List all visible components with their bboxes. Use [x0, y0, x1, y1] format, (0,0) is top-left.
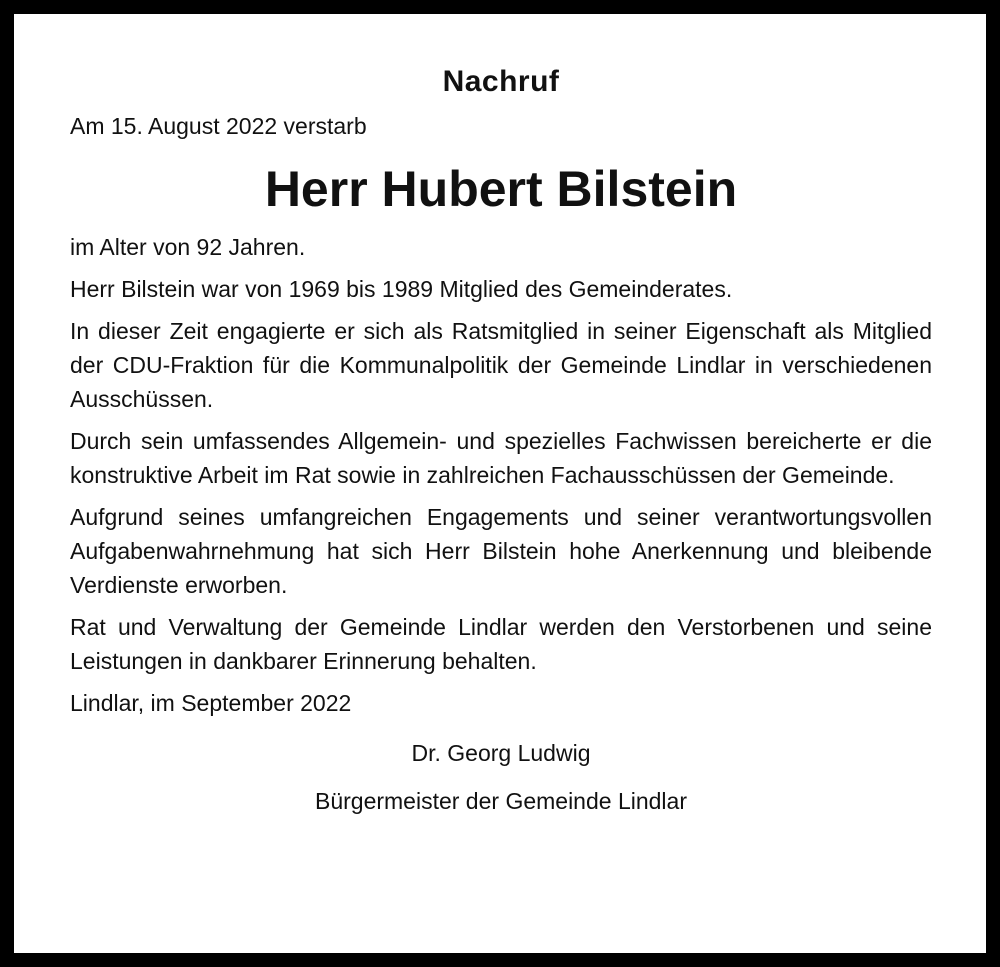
- notice-heading: Nachruf: [442, 65, 560, 98]
- deceased-name: Herr Hubert Bilstein: [264, 161, 738, 217]
- obituary-notice: [70, 52, 932, 832]
- signatory-title: Bürgermeister der Gemeinde Lindlar: [314, 788, 687, 814]
- age-paragraph: im Alter von 92 Jahren.: [70, 234, 306, 260]
- membership-paragraph: Herr Bilstein war von 1969 bis 1989 Mitglied des Gemeinderates.: [70, 276, 733, 302]
- engagement-paragraph: In dieser Zeit engagierte er sich als Ratsmitglied in seiner Eigenschaft als Mitglied der CDU-Fraktion für die Kommunalpolitik der Gemeinde Lindlar in verschiedenen Ausschüssen.: [70, 318, 932, 412]
- place-date-line: Lindlar, im September 2022: [70, 690, 352, 716]
- expertise-paragraph: Durch sein umfassendes Allgemein- und spezielles Fachwissen bereicherte er die konstruktive Arbeit im Rat sowie in zahlreichen Fachausschüssen der Gemeinde.: [70, 428, 932, 488]
- signatory-name: Dr. Georg Ludwig: [411, 740, 591, 766]
- death-date-line: Am 15. August 2022 verstarb: [70, 113, 367, 139]
- remembrance-paragraph: Rat und Verwaltung der Gemeinde Lindlar werden den Verstorbenen und seine Leistungen in dankbarer Erinnerung behalten.: [70, 614, 932, 674]
- recognition-paragraph: Aufgrund seines umfangreichen Engagements und seiner verantwortungsvollen Aufgabenwahrnehmung hat sich Herr Bilstein hohe Anerkennung und bleibende Verdienste erworben.: [70, 504, 932, 598]
